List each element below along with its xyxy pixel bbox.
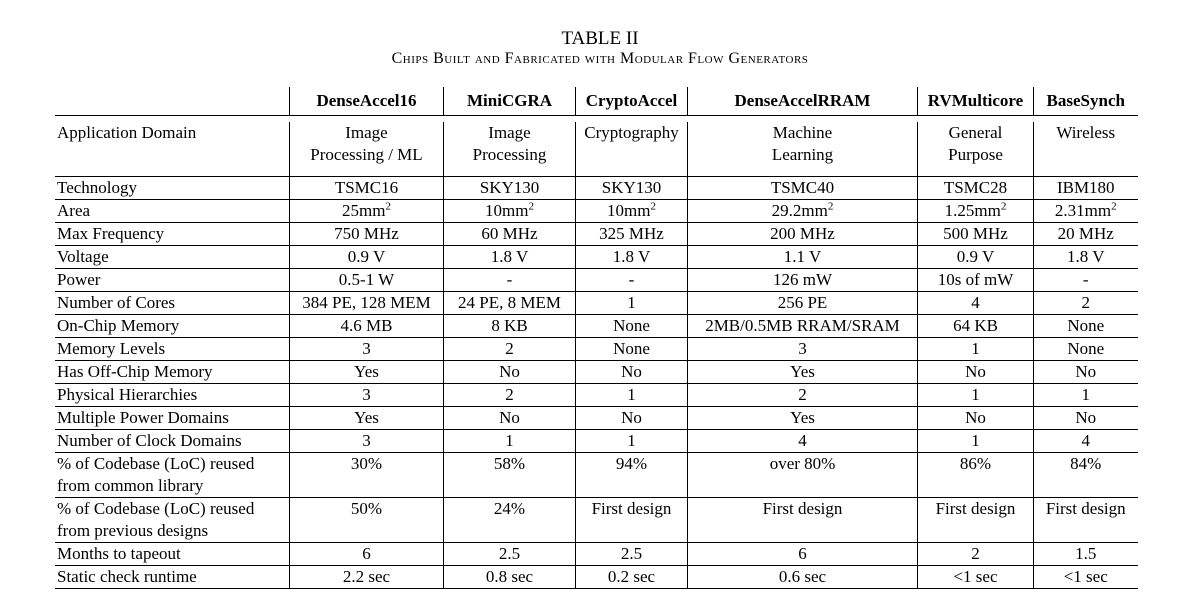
cell: Yes <box>290 361 444 384</box>
cell: First design <box>918 498 1034 543</box>
cell: Yes <box>688 361 918 384</box>
row-label: % of Codebase (LoC) reused from common library <box>55 453 290 498</box>
cell: 2 <box>918 543 1034 566</box>
cell: over 80% <box>688 453 918 498</box>
cell: <1 sec <box>1034 566 1138 589</box>
cell: 3 <box>290 430 444 453</box>
table-number: TABLE II <box>561 28 639 49</box>
cell: 2 <box>688 384 918 407</box>
table-row <box>55 407 1138 430</box>
cell: 24% <box>444 498 576 543</box>
cell: $2.31mm^2$ <box>1034 200 1138 223</box>
cell: TSMC16 <box>290 177 444 200</box>
table-row <box>55 177 1138 200</box>
cell: 1.8 V <box>444 246 576 269</box>
cell: 1 <box>576 384 688 407</box>
table-row <box>55 292 1138 315</box>
cell: <1 sec <box>918 566 1034 589</box>
cell: Image Processing / ML <box>290 122 444 177</box>
cell: 1.8 V <box>1034 246 1138 269</box>
table-row <box>55 338 1138 361</box>
header-cell: RVMulticore <box>918 87 1034 116</box>
cell: 0.5-1 W <box>290 269 444 292</box>
header-cell: BaseSynch <box>1034 87 1138 116</box>
row-label: Static check runtime <box>55 566 290 589</box>
cell: 86% <box>918 453 1034 498</box>
cell: 1 <box>918 384 1034 407</box>
cell: 84% <box>1034 453 1138 498</box>
cell: 30% <box>290 453 444 498</box>
cell: - <box>576 269 688 292</box>
cell: - <box>444 269 576 292</box>
table-row <box>55 315 1138 338</box>
cell: No <box>576 407 688 430</box>
cell: General Purpose <box>918 122 1034 177</box>
cell: $10mm^2$ <box>576 200 688 223</box>
cell: None <box>576 315 688 338</box>
cell: No <box>444 407 576 430</box>
cell: SKY130 <box>576 177 688 200</box>
row-label: On-Chip Memory <box>55 315 290 338</box>
cell: 2.5 <box>576 543 688 566</box>
cell: Wireless <box>1034 122 1138 177</box>
row-label: Multiple Power Domains <box>55 407 290 430</box>
cell: 4 <box>1034 430 1138 453</box>
cell: 2.5 <box>444 543 576 566</box>
cell: 0.9 V <box>918 246 1034 269</box>
cell: 126 mW <box>688 269 918 292</box>
table-caption: Chips Built and Fabricated with Modular Flow Generators <box>391 50 809 67</box>
cell: 2MB/0.5MB RRAM/SRAM <box>688 315 918 338</box>
table-row <box>55 223 1138 246</box>
table-row <box>55 430 1138 453</box>
cell: 94% <box>576 453 688 498</box>
cell: 3 <box>290 338 444 361</box>
cell: 3 <box>290 384 444 407</box>
cell: 1.5 <box>1034 543 1138 566</box>
cell: $10mm^2$ <box>444 200 576 223</box>
cell: None <box>1034 338 1138 361</box>
row-label: Application Domain <box>57 123 197 142</box>
table-row <box>55 246 1138 269</box>
cell: 1 <box>918 430 1034 453</box>
cell: 50% <box>290 498 444 543</box>
row-label: % of Codebase (LoC) reused from previous designs <box>55 498 290 543</box>
cell: 1 <box>444 430 576 453</box>
cell: 6 <box>290 543 444 566</box>
table-row <box>55 566 1138 589</box>
cell: 2 <box>444 338 576 361</box>
cell: Machine Learning <box>688 122 918 177</box>
table-row <box>55 361 1138 384</box>
cell: 256 PE <box>688 292 918 315</box>
cell: 2 <box>444 384 576 407</box>
cell: Yes <box>688 407 918 430</box>
row-label: Physical Hierarchies <box>55 384 290 407</box>
row-label: Technology <box>55 177 290 200</box>
cell: 6 <box>688 543 918 566</box>
cell: 24 PE, 8 MEM <box>444 292 576 315</box>
cell: None <box>1034 315 1138 338</box>
cell: 1 <box>576 292 688 315</box>
cell: No <box>576 361 688 384</box>
cell: 0.9 V <box>290 246 444 269</box>
cell: 60 MHz <box>444 223 576 246</box>
row-label: Area <box>55 200 290 223</box>
cell: Yes <box>290 407 444 430</box>
header-empty <box>55 87 290 116</box>
row-label: Power <box>55 269 290 292</box>
cell: 0.6 sec <box>688 566 918 589</box>
cell: 1.1 V <box>688 246 918 269</box>
cell: Image Processing <box>444 122 576 177</box>
cell: 2 <box>1034 292 1138 315</box>
cell: 3 <box>688 338 918 361</box>
cell: TSMC40 <box>688 177 918 200</box>
cell: 2.2 sec <box>290 566 444 589</box>
cell: 500 MHz <box>918 223 1034 246</box>
table-row <box>55 269 1138 292</box>
header-cell: DenseAccelRRAM <box>688 87 918 116</box>
table-row <box>55 200 1138 223</box>
cell: SKY130 <box>444 177 576 200</box>
header-cell: MiniCGRA <box>444 87 576 116</box>
header-cell: CryptoAccel <box>576 87 688 116</box>
header-cell: DenseAccel16 <box>290 87 444 116</box>
table-row <box>55 384 1138 407</box>
cell: No <box>1034 407 1138 430</box>
cell: First design <box>1034 498 1138 543</box>
cell: 200 MHz <box>688 223 918 246</box>
cell: IBM180 <box>1034 177 1138 200</box>
cell: 0.2 sec <box>576 566 688 589</box>
cell: 4 <box>918 292 1034 315</box>
row-label: Voltage <box>55 246 290 269</box>
cell: 0.8 sec <box>444 566 576 589</box>
cell: $25mm^2$ <box>290 200 444 223</box>
cell: $29.2mm^2$ <box>688 200 918 223</box>
row-label: Max Frequency <box>55 223 290 246</box>
cell: 20 MHz <box>1034 223 1138 246</box>
row-label: Has Off-Chip Memory <box>55 361 290 384</box>
row-label: Number of Cores <box>55 292 290 315</box>
row-label: Months to tapeout <box>55 543 290 566</box>
header-row <box>55 87 1138 116</box>
table-row <box>55 543 1138 566</box>
cell: 1 <box>918 338 1034 361</box>
cell: 4 <box>688 430 918 453</box>
cell: 8 KB <box>444 315 576 338</box>
cell: 1 <box>1034 384 1138 407</box>
cell: No <box>918 361 1034 384</box>
cell: No <box>918 407 1034 430</box>
cell: 1 <box>576 430 688 453</box>
table-row <box>55 498 1138 543</box>
table-row <box>55 453 1138 498</box>
cell: No <box>1034 361 1138 384</box>
cell: 384 PE, 128 MEM <box>290 292 444 315</box>
table-row <box>55 122 1138 177</box>
cell: 64 KB <box>918 315 1034 338</box>
cell: $1.25mm^2$ <box>918 200 1034 223</box>
row-label: Number of Clock Domains <box>55 430 290 453</box>
cell: 750 MHz <box>290 223 444 246</box>
cell: None <box>576 338 688 361</box>
cell: Cryptography <box>576 122 688 177</box>
chips-table <box>55 87 1138 589</box>
cell: 325 MHz <box>576 223 688 246</box>
cell: No <box>444 361 576 384</box>
cell: 4.6 MB <box>290 315 444 338</box>
row-label: Memory Levels <box>55 338 290 361</box>
cell: 1.8 V <box>576 246 688 269</box>
cell: 58% <box>444 453 576 498</box>
cell: TSMC28 <box>918 177 1034 200</box>
cell: - <box>1034 269 1138 292</box>
cell: 10s of mW <box>918 269 1034 292</box>
cell: First design <box>576 498 688 543</box>
cell: First design <box>688 498 918 543</box>
